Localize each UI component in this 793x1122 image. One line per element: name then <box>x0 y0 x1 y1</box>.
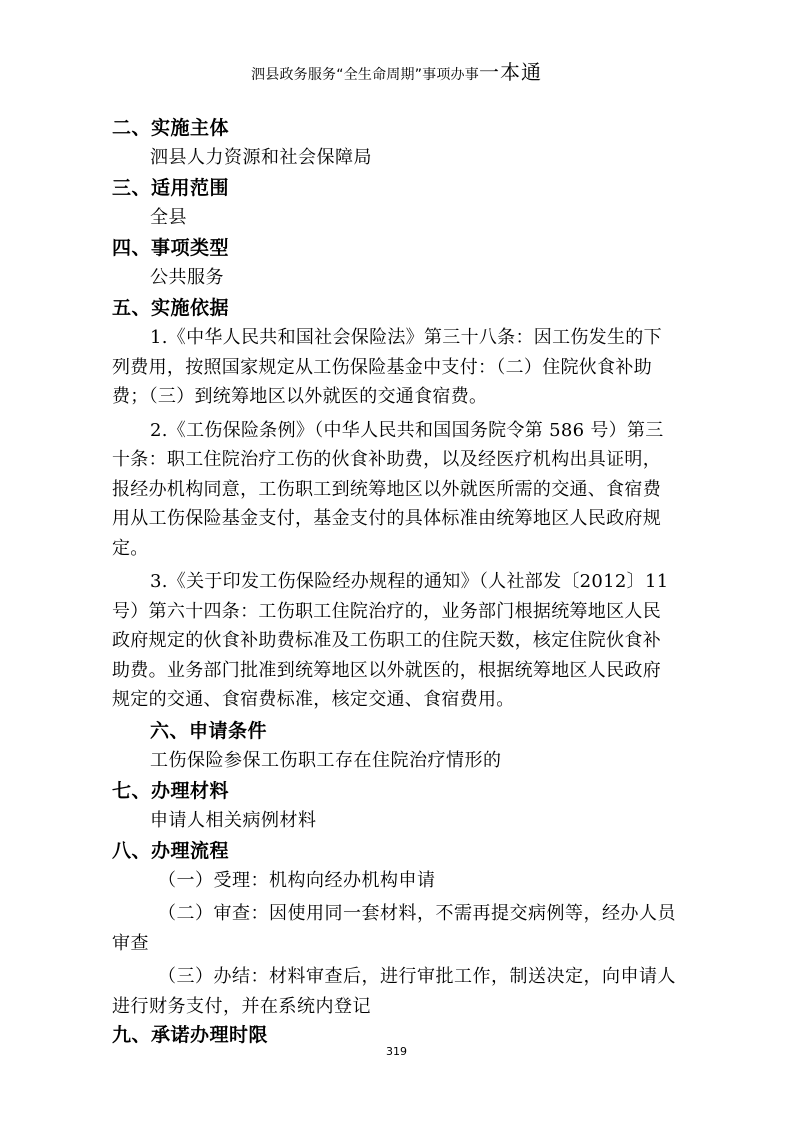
legal-basis-item-1: 1.《中华人民共和国社会保险法》第三十八条：因工伤发生的下 列费用，按照国家规定从工伤保险基金中支付：（二）住院伙食补助 费；（三）到统筹地区以外就医的交通食宿费。 <box>112 327 662 407</box>
header-title: 泗县政务服务“全生命周期”事项办事 <box>251 67 479 83</box>
process-step-3: （三）办结：材料审查后，进行审批工作，制送决定，向申请人 进行财务支付，并在系统内登记 <box>112 966 676 1017</box>
section-body-scope: 全县 <box>150 207 187 228</box>
section-body-item-type: 公共服务 <box>150 267 224 288</box>
section-heading-item-type: 四、事项类型 <box>112 237 230 259</box>
section-body-conditions: 工伤保险参保工伤职工存在住院治疗情形的 <box>150 749 502 771</box>
legal-basis-item-3: 3.《关于印发工伤保险经办规程的通知》（人社部发〔2012〕11 号）第六十四条：工伤职工住院治疗的，业务部门根据统筹地区人民 政府规定的伙食补助费标准及工伤职工的住院天数，核定住院伙食补 助费。业务部门批准到统筹地区以外就医的，根据统筹地区人民政府 规定的交通、食宿费标准，核定交通、食宿费用。 <box>112 571 669 710</box>
section-heading-conditions: 六、申请条件 <box>150 719 268 742</box>
legal-basis-item-2: 2.《工伤保险条例》（中华人民共和国国务院令第 586 号）第三 十条：职工住院治疗工伤的伙食补助费，以及经医疗机构出具证明， 报经办机构同意，工伤职工到统筹地区以外就医所需的交通、食宿费 用从工伤保险基金支付，基金支付的具体标准由统筹地区人民政府规 定。 <box>112 419 664 559</box>
section-heading-process: 八、办理流程 <box>112 839 230 862</box>
section-heading-scope: 三、适用范围 <box>112 177 230 199</box>
section-body-materials: 申请人相关病例材料 <box>150 809 317 831</box>
section-heading-materials: 七、办理材料 <box>112 779 230 802</box>
process-step-1: （一）受理：机构向经办机构申请 <box>158 869 436 891</box>
section-heading-implementing-body: 二、实施主体 <box>112 117 230 139</box>
section-body-implementing-body: 泗县人力资源和社会保障局 <box>150 147 372 168</box>
section-heading-time-limit: 九、承诺办理时限 <box>112 1024 269 1046</box>
header-title-emphasis: 一本通 <box>478 60 542 84</box>
document-body <box>112 114 687 1050</box>
page-number: 319 <box>386 1045 407 1058</box>
page-header <box>0 62 793 85</box>
section-heading-legal-basis: 五、实施依据 <box>112 297 230 319</box>
process-step-2: （二）审查：因使用同一套材料，不需再提交病例等，经办人员 审查 <box>112 903 676 954</box>
